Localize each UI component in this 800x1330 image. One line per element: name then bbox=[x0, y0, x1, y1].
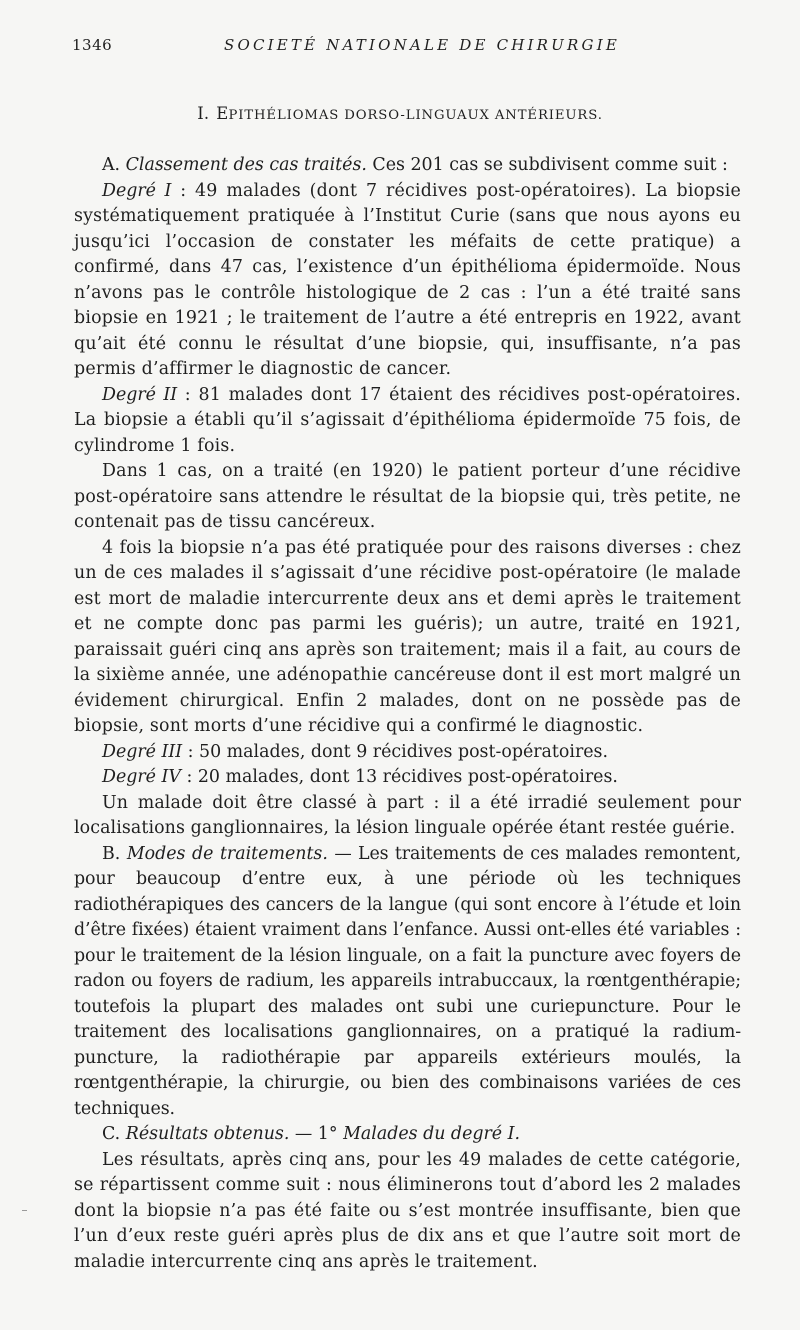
paragraph-degre-ii bbox=[74, 383, 741, 460]
subsection-title-modes: Modes de traitements. bbox=[126, 843, 328, 864]
degree-label: Degré IV bbox=[102, 767, 181, 787]
paragraph-text: : 50 malades, dont 9 récidives post-opératoires. bbox=[182, 741, 609, 762]
page-number: 1346 bbox=[72, 36, 113, 54]
paragraph-degre-i bbox=[74, 179, 741, 383]
journal-title: SOCIETÉ NATIONALE DE CHIRURGIE bbox=[224, 36, 620, 54]
section-title-rest: PITHÉLIOMAS DORSO-LINGUAUX ANTÉRIEURS. bbox=[228, 108, 603, 123]
subsection-separator: — 1° bbox=[289, 1124, 344, 1144]
paragraph-text: Dans 1 cas, on a traité (en 1920) le patient porteur d’une récidive post-opératoire sans attendre le résultat de la biopsie qui, très petite, ne contenait pas de tissu cancéreux. bbox=[74, 461, 741, 532]
paragraph-letter-b: B. bbox=[102, 843, 127, 864]
paragraph-degre-iv bbox=[74, 765, 741, 791]
page-mark: ⎯ bbox=[22, 1205, 27, 1216]
subsection-title-classement: Classement des cas traités. bbox=[125, 155, 367, 175]
section-number: I. bbox=[197, 104, 210, 123]
subsection-title-resultats: Résultats obtenus. bbox=[125, 1124, 290, 1144]
paragraph-text: : 49 malades (dont 7 récidives post-opératoires). La biopsie systématiquement pratiquée à l’Institut Curie (sans que nous ayons eu jusqu’ici l’occasion de constater les méfaits de cette pratique) a confirmé, dans 47 cas, l’existence d’un épithélioma épidermoïde. Nous n’avons pas le contrôle histologique de 2 cas : l’un a été traité sans biopsie en 1921 ; le traitement de l’autre a été entrepris en 1922, avant qu’ait été connu le résultat d’une biopsie, qui, insuffisante, n’a pas permis d’affirmer le diagnostic de cancer. bbox=[74, 180, 741, 379]
paragraph-classement bbox=[74, 153, 741, 179]
body-text bbox=[74, 153, 741, 1275]
paragraph-classe-a-part bbox=[74, 791, 741, 842]
paragraph-text: Un malade doit être classé à part : il a été irradié seulement pour localisations ganglionnaires, la lésion linguale opérée étant restée guérie. bbox=[74, 792, 741, 838]
subsection-title-degre-i: Malades du degré I. bbox=[343, 1124, 521, 1144]
section-title-initial: E bbox=[216, 104, 229, 123]
paragraph-resultats-detail bbox=[74, 1148, 741, 1276]
paragraph-text: — Les traitements de ces malades remontent, pour beaucoup d’entre eux, à une période où les techniques radiothérapiques des cancers de la langue (qui sont encore à l’étude et loin d’être fixées) étaient vraiment dans l’enfance. Aussi ont-elles été variables : pour le traitement de la lésion linguale, on a fait la puncture avec foyers de radon ou foyers de radium, les appareils intrabuccaux, la rœntgenthérapie; toutefois la plupart des malades ont subi une curiepuncture. Pour le traitement des localisations ganglionnaires, on a pratiqué la radium-puncture, la radiothérapie par appareils extérieurs moulés, la rœntgenthérapie, la chirurgie, ou bien des combinaisons variées de ces techniques. bbox=[74, 843, 742, 1119]
paragraph-text: Ces 201 cas se subdivisent comme suit : bbox=[366, 155, 728, 175]
paragraph-text: : 20 malades, dont 13 récidives post-opératoires. bbox=[180, 767, 618, 787]
degree-label: Degré I bbox=[102, 180, 172, 201]
degree-label: Degré II bbox=[102, 384, 178, 405]
paragraph-text: 4 fois la biopsie n’a pas été pratiquée pour des raisons diverses : chez un de ces malades il s’agissait d’une récidive post-opératoire (le malade est mort de maladie intercurrente deux ans et demi après le traitement et ne compte donc pas parmi les guéris); un autre, traité en 1921, paraissait guéri cinq ans après son traitement; mais il a fait, au cours de la sixième année, une adénopathie cancéreuse dont il est mort malgré un évidement chirurgical. Enfin 2 malades, dont on ne possède pas de biopsie, sont morts d’une récidive qui a confirmé le diagnostic. bbox=[74, 537, 741, 736]
paragraph-degre-iii bbox=[74, 740, 741, 766]
running-head bbox=[72, 36, 738, 58]
section-heading bbox=[0, 104, 800, 123]
paragraph-text: Les résultats, après cinq ans, pour les 49 malades de cette catégorie, se répartissent comme suit : nous éliminerons tout d’abord les 2 malades dont la biopsie n’a pas été faite ou s’est montrée insuffisante, bien que l’un d’eux reste guéri après plus de dix ans et que l’autre soit mort de maladie intercurrente cinq ans après le traitement. bbox=[74, 1149, 741, 1272]
paragraph-quatre-fois bbox=[74, 536, 741, 740]
paragraph-text: : 81 malades dont 17 étaient des récidives post-opératoires. La biopsie a établi qu’il s’agissait d’épithélioma épidermoïde 75 fois, de cylindrome 1 fois. bbox=[74, 384, 741, 456]
paragraph-resultats-obtenus bbox=[74, 1122, 741, 1148]
paragraph-modes-traitements bbox=[74, 842, 741, 1123]
paragraph-traitement-un-cas bbox=[74, 459, 741, 536]
paragraph-letter-a: A. bbox=[102, 155, 126, 175]
degree-label: Degré III bbox=[102, 741, 183, 762]
paragraph-letter-c: C. bbox=[102, 1124, 126, 1144]
